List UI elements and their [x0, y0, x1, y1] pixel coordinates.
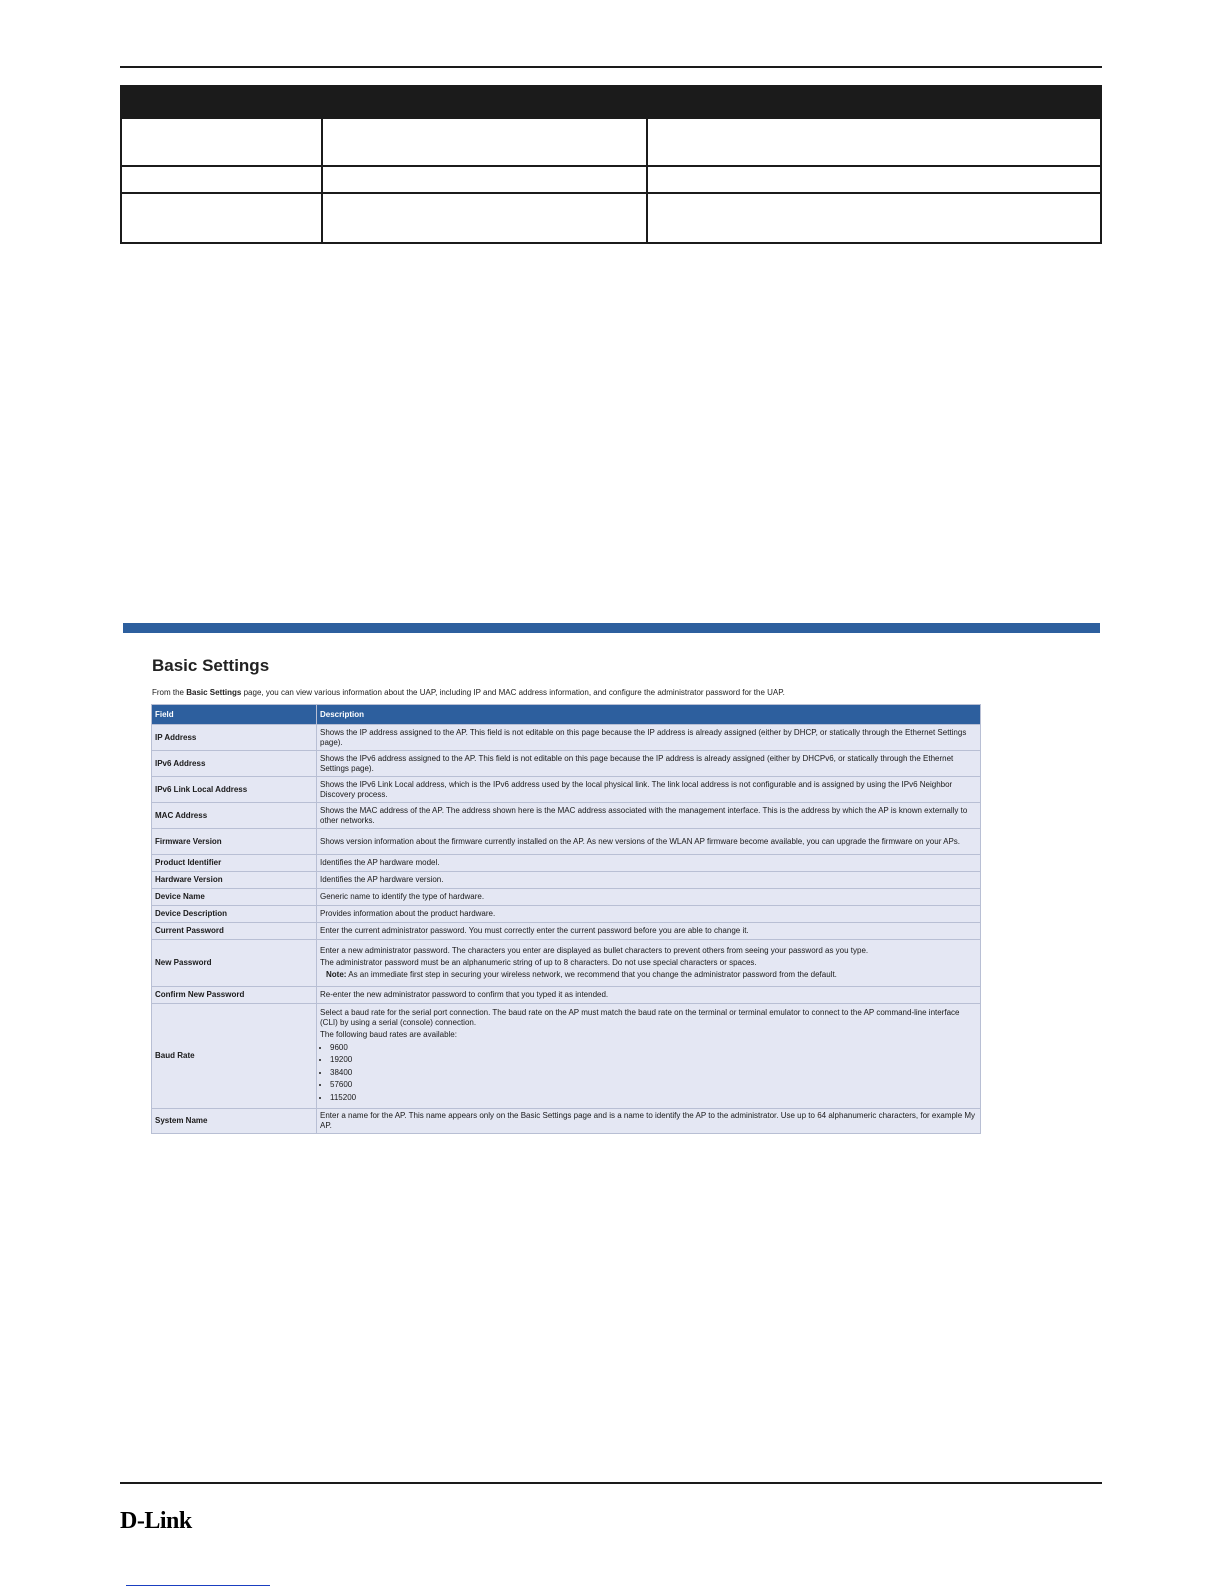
field-name: IPv6 Address: [152, 751, 317, 777]
field-name: IP Address: [152, 725, 317, 751]
description-text: Re-enter the new administrator password to confirm that you typed it as intended.: [320, 990, 609, 999]
description-text: Shows version information about the firmware currently installed on the AP. As new versions of the WLAN AP firmware become available, you can upgrade the firmware on your APs.: [320, 836, 961, 846]
field-description: [317, 906, 981, 923]
table-row: [152, 923, 981, 940]
basic-settings-table: [151, 704, 981, 1134]
field-name: Device Description: [152, 906, 317, 923]
footer-link[interactable]: [126, 1565, 270, 1586]
screenshot-intro: From the Basic Settings page, you can view various information about the UAP, including IP and MAC address information, and configure the administrator password for the UAP.: [152, 688, 785, 697]
description-text: Shows the IPv6 address assigned to the AP. This field is not editable on this page because the IP address is already assigned (either by DHCPv6, or statically through the Ethernet Settings page).: [320, 753, 954, 773]
description-text: The following baud rates are available:: [320, 1029, 457, 1039]
baud-rate-item: • 9600: [330, 1042, 977, 1055]
field-name: Hardware Version: [152, 872, 317, 889]
table-row: [152, 855, 981, 872]
description-text: Shows the MAC address of the AP. The address shown here is the MAC address associated with the management interface. This is the address by which the AP is known externally to other networks.: [320, 805, 968, 825]
field-name: System Name: [152, 1109, 317, 1134]
description-text: The administrator password must be an alphanumeric string of up to 8 characters. Do not use special characters or spaces.: [320, 958, 757, 967]
description-text: Identifies the AP hardware model.: [320, 858, 440, 867]
description-text: Identifies the AP hardware version.: [320, 875, 444, 884]
table-row: [121, 166, 1101, 193]
field-name: New Password: [152, 940, 317, 987]
field-description: [317, 855, 981, 872]
field-name: Firmware Version: [152, 829, 317, 855]
top-table: [120, 85, 1102, 244]
description-text: Enter a name for the AP. This name appears only on the Basic Settings page and is a name to identify the AP to the administrator. Use up to 64 alphanumeric characters, for example My AP.: [320, 1111, 976, 1130]
table-row: [121, 193, 1101, 243]
screenshot-title: Basic Settings: [152, 656, 270, 675]
description-text: Provides information about the product hardware.: [320, 909, 496, 918]
footer-rule: [120, 1482, 1102, 1484]
description-text: Generic name to identify the type of hardware.: [320, 892, 485, 901]
description-text: Shows the IPv6 Link Local address, which is the IPv6 address used by the local physical link. The link local address is not configurable and is assigned by using the IPv6 Neighbor Discovery process.: [320, 779, 953, 799]
field-description: [317, 987, 981, 1004]
table-row: [152, 906, 981, 923]
field-description: [317, 889, 981, 906]
table-row: [152, 889, 981, 906]
note-label: Note:: [326, 970, 347, 979]
settings-table-header: [152, 705, 981, 725]
field-description: [317, 872, 981, 889]
table-row: [152, 829, 981, 855]
table-row: [152, 777, 981, 803]
table-row: [152, 725, 981, 751]
note-text: As an immediate first step in securing your wireless network, we recommend that you change the administrator password from the default.: [346, 970, 837, 979]
field-name: Confirm New Password: [152, 987, 317, 1004]
field-description: [317, 803, 981, 829]
table-row: [152, 803, 981, 829]
table-row: [152, 872, 981, 889]
top-table-header: [121, 86, 1101, 118]
table-row: [152, 1004, 981, 1109]
table-row: [152, 940, 981, 987]
baud-rate-list: [320, 1042, 977, 1105]
table-row: [152, 751, 981, 777]
description-text: Enter the current administrator password. You must correctly enter the current password before you are able to change it.: [320, 926, 749, 935]
field-name: Current Password: [152, 923, 317, 940]
field-description: [317, 777, 981, 803]
field-description: [317, 751, 981, 777]
field-description: [317, 923, 981, 940]
screenshot-top-bar: [123, 623, 1100, 633]
table-row: [152, 1109, 981, 1134]
field-column-header: Field: [152, 705, 317, 725]
baud-rate-item: • 57600: [330, 1079, 977, 1092]
table-row: [152, 987, 981, 1004]
field-description: [317, 725, 981, 751]
field-name: Device Name: [152, 889, 317, 906]
field-description: [317, 1004, 981, 1109]
field-name: Baud Rate: [152, 1004, 317, 1109]
table-row: [121, 118, 1101, 166]
settings-table-body: [152, 725, 981, 1134]
baud-rate-item: • 38400: [330, 1067, 977, 1080]
field-name: MAC Address: [152, 803, 317, 829]
description-text: Select a baud rate for the serial port connection. The baud rate on the AP must match the baud rate on the terminal or terminal emulator to connect to the AP command-line interface (CLI) by using a serial (console) connection.: [320, 1007, 960, 1027]
field-name: IPv6 Link Local Address: [152, 777, 317, 803]
description-note: [320, 970, 977, 980]
header-rule: [120, 66, 1102, 68]
field-description: [317, 1109, 981, 1134]
description-text: Enter a new administrator password. The characters you enter are displayed as bullet characters to prevent others from seeing your password as you type.: [320, 946, 869, 955]
field-name: Product Identifier: [152, 855, 317, 872]
description-text: Shows the IP address assigned to the AP. This field is not editable on this page because the IP address is already assigned (either by DHCP, or statically through the Ethernet Settings page).: [320, 727, 967, 747]
baud-rate-item: • 115200: [330, 1092, 977, 1105]
field-description: [317, 940, 981, 987]
d-link-logo: D-Link: [120, 1508, 192, 1534]
description-column-header: Description: [317, 705, 981, 725]
baud-rate-item: • 19200: [330, 1054, 977, 1067]
field-description: [317, 829, 981, 855]
